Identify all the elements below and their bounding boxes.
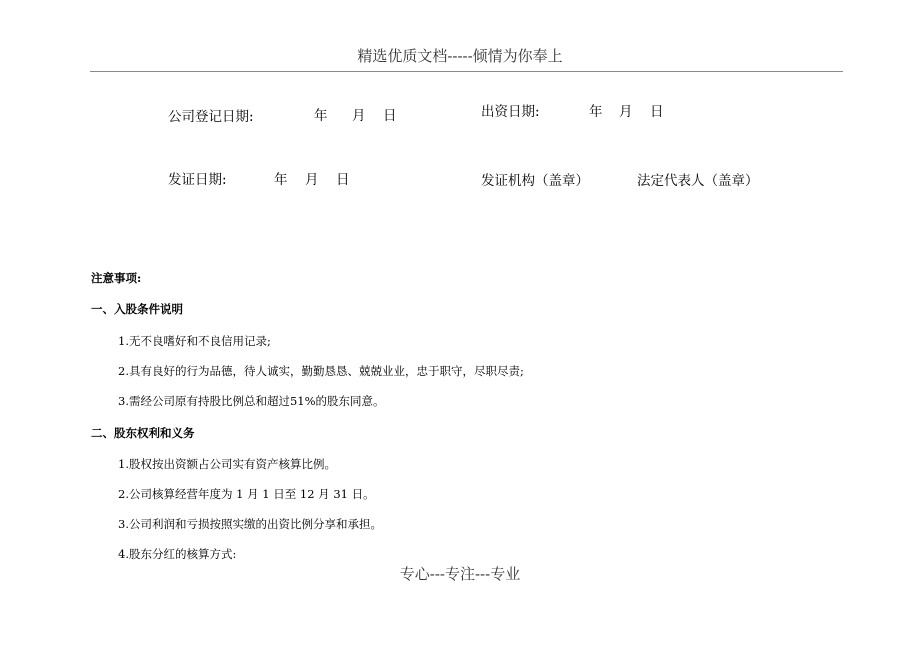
issue-year: 年 (274, 172, 288, 188)
company-registration-day: 日 (383, 108, 397, 124)
section-title-shareholder-rights: 二、股东权利和义务 (91, 426, 195, 440)
investment-day: 日 (650, 104, 664, 120)
list-item: 1.无不良嗜好和不良信用记录; (118, 334, 271, 348)
issue-day: 日 (336, 172, 350, 188)
notes-heading: 注意事项: (91, 271, 142, 285)
company-registration-year: 年 (314, 108, 328, 124)
list-item: 1.股权按出资额占公司实有资产核算比例。 (118, 457, 336, 471)
issue-date-label: 发证日期: (168, 172, 227, 188)
page-footer-text: 专心---专注---专业 (399, 565, 521, 583)
company-registration-month: 月 (352, 108, 366, 124)
investment-month: 月 (619, 104, 633, 120)
legal-representative-seal: 法定代表人（盖章） (637, 173, 759, 189)
header-divider (90, 71, 843, 72)
list-item: 4.股东分红的核算方式: (118, 547, 237, 561)
list-item: 2.公司核算经营年度为 1 月 1 日至 12 月 31 日。 (118, 487, 375, 501)
list-item: 2.具有良好的行为品德，待人诚实，勤勤恳恳、兢兢业业，忠于职守，尽职尽责; (118, 364, 524, 378)
section-title-share-conditions: 一、入股条件说明 (91, 302, 183, 316)
issuing-authority-seal: 发证机构（盖章） (481, 173, 589, 189)
page-header-title: 精选优质文档-----倾情为你奉上 (357, 47, 563, 65)
investment-year: 年 (589, 104, 603, 120)
company-registration-date-label: 公司登记日期: (168, 109, 254, 125)
investment-date-label: 出资日期: (481, 104, 540, 120)
list-item: 3.公司利润和亏损按照实缴的出资比例分享和承担。 (118, 517, 382, 531)
list-item: 3.需经公司原有持股比例总和超过51%的股东同意。 (118, 394, 385, 408)
issue-month: 月 (305, 172, 319, 188)
